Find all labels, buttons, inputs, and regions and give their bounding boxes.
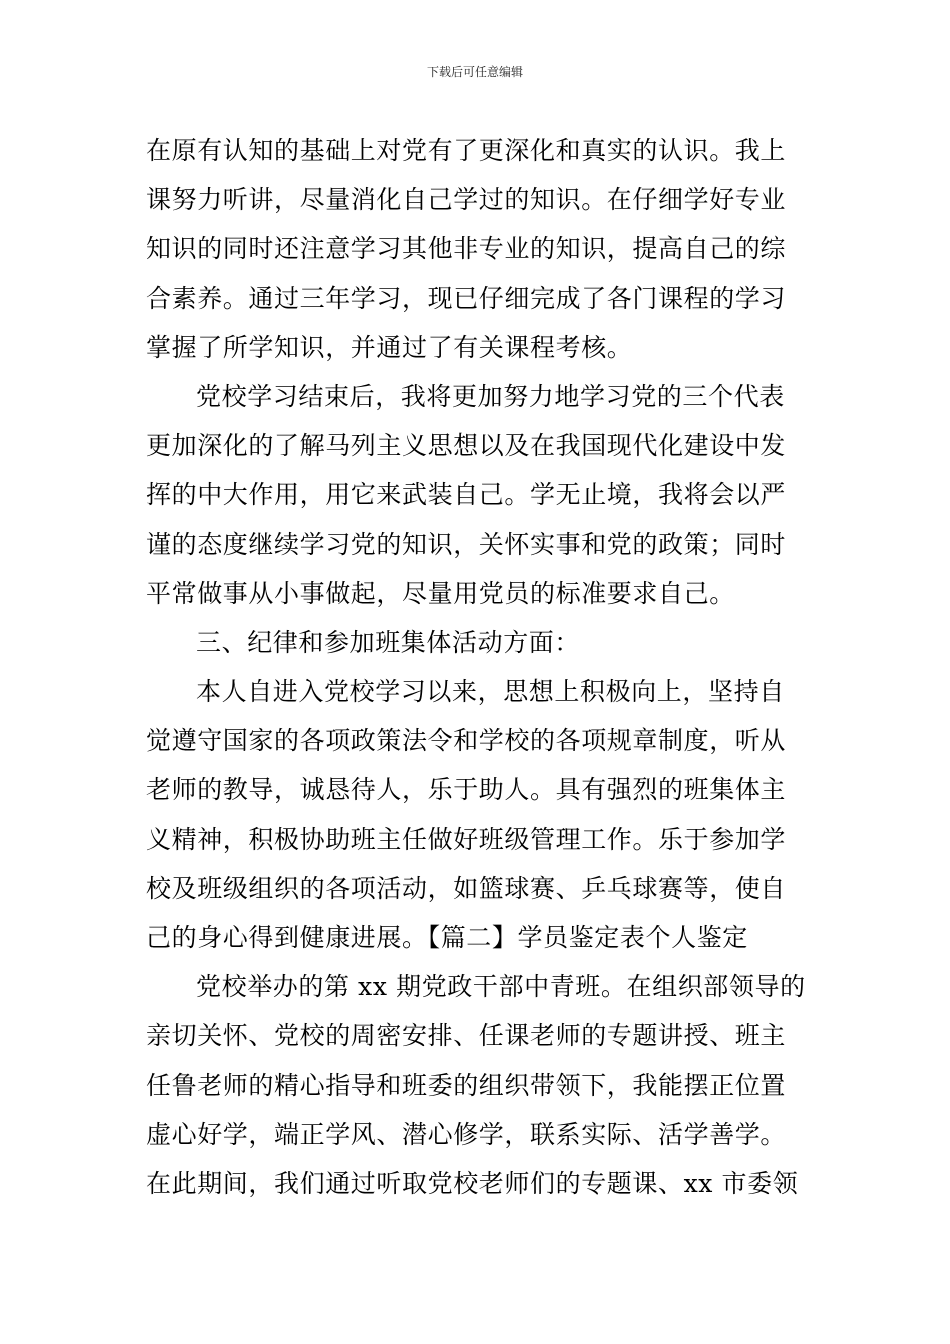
text-line: 课努力听讲，尽量消化自己学过的知识。在仔细学好专业 — [146, 185, 787, 215]
document-body — [146, 126, 810, 1208]
text-line: 更加深化的了解马列主义思想以及在我国现代化建设中发 — [146, 431, 787, 461]
text-line: 义精神，积极协助班主任做好班级管理工作。乐于参加学 — [146, 824, 787, 854]
text-line: 老师的教导，诚恳待人，乐于助人。具有强烈的班集体主 — [146, 775, 787, 805]
text-line: 在原有认知的基础上对党有了更深化和真实的认识。我上 — [146, 136, 787, 165]
section-heading: 三、纪律和参加班集体活动方面： — [196, 627, 581, 657]
text-line: 知识的同时还注意学习其他非专业的知识，提高自己的综 — [146, 234, 787, 264]
page-header: 下载后可任意编辑 — [426, 65, 523, 79]
text-line: 合素养。通过三年学习，现已仔细完成了各门课程的学习 — [146, 283, 787, 313]
paragraph-start-line: 党校学习结束后，我将更加努力地学习党的三个代表 — [196, 381, 785, 411]
text-line: 虚心好学，端正学风、潜心修学，联系实际、活学善学。 — [146, 1119, 787, 1149]
text-line: 掌握了所学知识，并通过了有关课程考核。 — [146, 332, 633, 362]
text-line: 挥的中大作用，用它来武装自己。学无止境，我将会以严 — [146, 480, 787, 510]
text-line: 己的身心得到健康进展。【篇二】学员鉴定表个人鉴定 — [146, 923, 748, 952]
text-line: 觉遵守国家的各项政策法令和学校的各项规章制度，听从 — [146, 726, 787, 756]
text-line: 在此期间，我们通过听取党校老师们的专题课、xx 市委领 — [146, 1168, 799, 1198]
text-line: 谨的态度继续学习党的知识，关怀实事和党的政策；同时 — [146, 529, 787, 559]
text-line: 平常做事从小事做起，尽量用党员的标准要求自己。 — [146, 578, 735, 608]
text-line: 亲切关怀、党校的周密安排、任课老师的专题讲授、班主 — [146, 1021, 787, 1051]
text-line: 任鲁老师的精心指导和班委的组织带领下，我能摆正位置 — [146, 1070, 787, 1100]
paragraph-start-line: 本人自进入党校学习以来，思想上积极向上，坚持自 — [196, 677, 785, 707]
paragraph-start-line: 党校举办的第 xx 期党政干部中青班。在组织部领导的 — [196, 972, 806, 1002]
text-line: 校及班级组织的各项活动，如篮球赛、乒乓球赛等，使自 — [146, 873, 787, 903]
